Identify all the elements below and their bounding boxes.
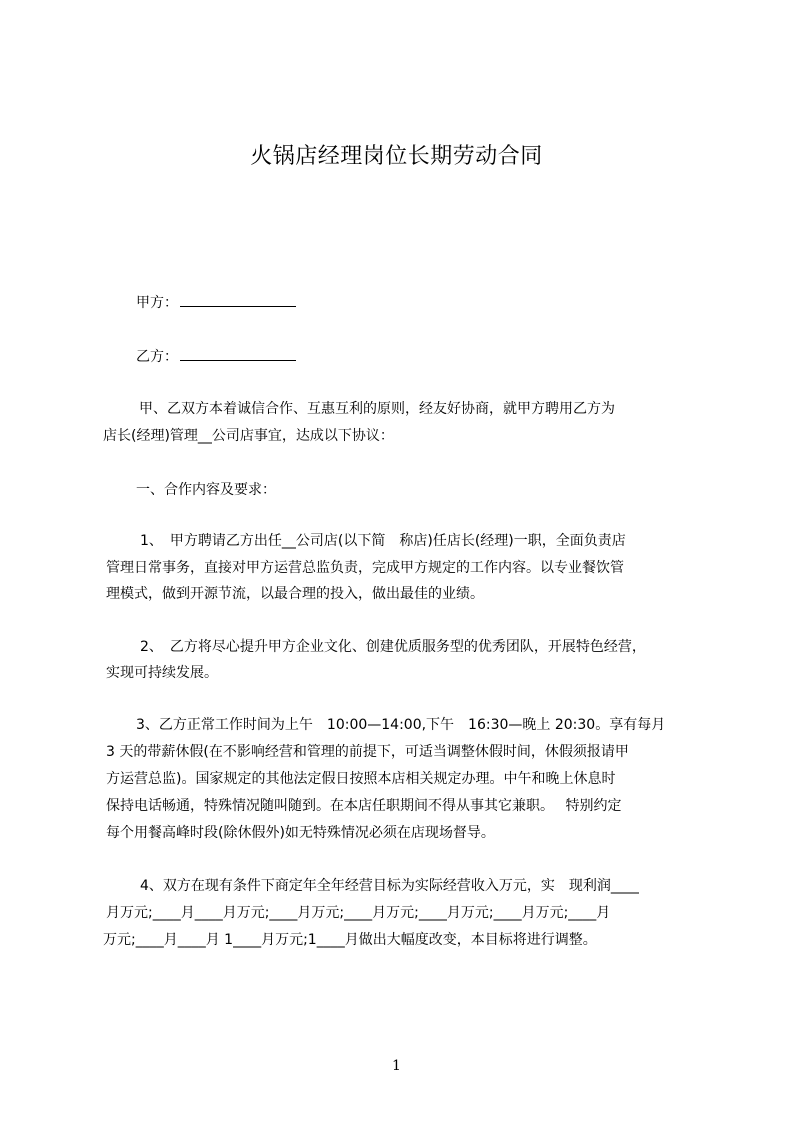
section-heading: 一、合作内容及要求：: [136, 482, 276, 498]
clause-2-line-2: 实现可持续发展。: [106, 665, 218, 681]
clause-1-line-3: 理模式，做到开源节流，以最合理的投入，做出最佳的业绩。: [106, 586, 484, 602]
clause-4-line-1: 4、双方在现有条件下商定年全年经营目标为实际经营收入万元，实 现利润____: [140, 878, 639, 894]
clause-1-line-1: 1、 甲方聘请乙方出任__公司店(以下简 称店)任店长(经理)一职，全面负责店: [140, 533, 626, 549]
clause-4-line-3: 万元;____月____月 1____月万元;1____月做出大幅度改变，本目标将进行调整。: [103, 932, 597, 948]
party-a-label: 甲方：: [136, 295, 178, 311]
party-a-line: [136, 292, 296, 313]
party-b-line: [136, 346, 296, 367]
intro-line-2: 店长(经理)管理__公司店事宜，达成以下协议：: [103, 428, 394, 444]
clause-4-line-2: 月万元;____月____月万元;____月万元;____月万元;____月万元;____月万元;____月: [106, 905, 611, 921]
clause-3-line-4: 保持电话畅通，特殊情况随叫随到。在本店任职期间不得从事其它兼职。 特别约定: [106, 798, 622, 814]
party-b-label: 乙方：: [136, 349, 178, 365]
clause-3-line-3: 方运营总监)。国家规定的其他法定假日按照本店相关规定办理。中午和晚上休息时: [106, 771, 616, 787]
party-a-blank: [180, 292, 296, 307]
page-number: 1: [392, 1058, 401, 1074]
intro-line-1: 甲、乙双方本着诚信合作、互惠互利的原则，经友好协商，就甲方聘用乙方为: [139, 401, 615, 417]
clause-3-line-5: 每个用餐高峰时段(除休假外)如无特殊情况必须在店现场督导。: [106, 825, 495, 841]
clause-2-line-1: 2、 乙方将尽心提升甲方企业文化、创建优质服务型的优秀团队，开展特色经营，: [140, 639, 646, 655]
clause-1-line-2: 管理日常事务，直接对甲方运营总监负责，完成甲方规定的工作内容。以专业餐饮管: [106, 560, 624, 576]
clause-3-line-1: 3、乙方正常工作时间为上午 10:00—14:00,下午 16:30—晚上 20:30。享有每月: [136, 717, 666, 733]
clause-3-line-2: 3 天的带薪休假(在不影响经营和管理的前提下，可适当调整休假时间，休假须报请甲: [106, 744, 629, 760]
party-b-blank: [180, 346, 296, 361]
document-title: 火锅店经理岗位长期劳动合同: [250, 144, 543, 169]
